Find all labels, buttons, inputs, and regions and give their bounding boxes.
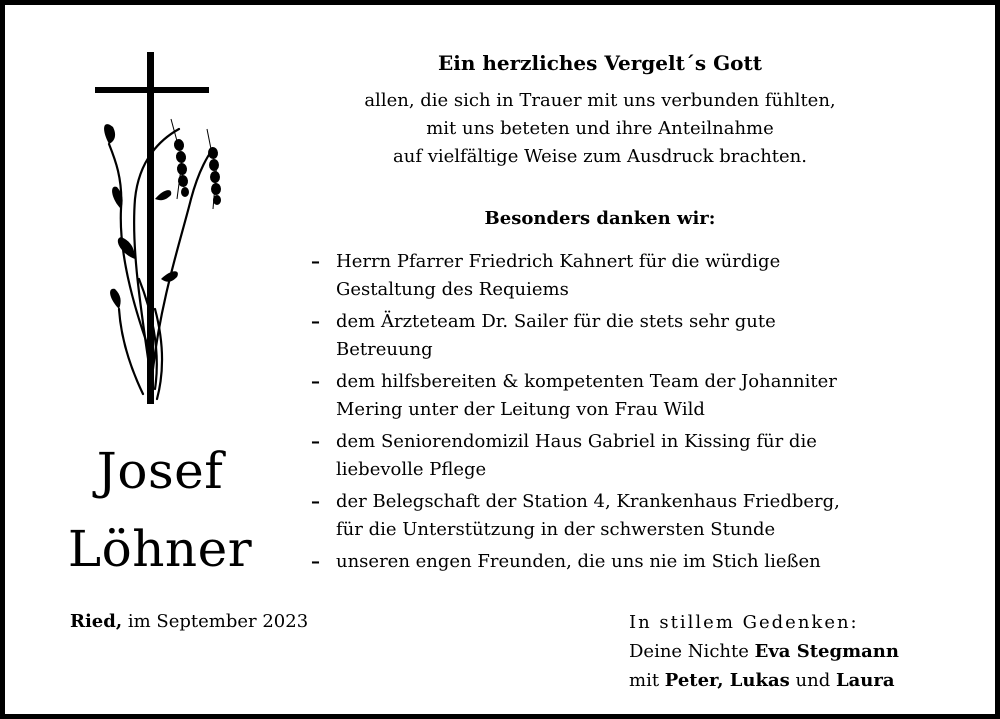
signature-name: Eva Stegmann — [754, 641, 899, 662]
town: Ried, — [70, 611, 123, 632]
thanks-list — [311, 248, 941, 580]
signature-text: und — [789, 670, 836, 691]
dash-bullet: – — [311, 551, 320, 572]
list-item — [311, 428, 941, 484]
cross-with-wheat-icon — [91, 49, 231, 409]
signature-text: Deine Nichte — [629, 641, 755, 662]
subheading: Besonders danken wir: — [484, 208, 716, 229]
list-item-line: liebevolle Pflege — [336, 459, 487, 480]
list-item — [311, 368, 941, 424]
signature-line — [629, 637, 899, 666]
deceased-last-name: Löhner — [67, 520, 253, 578]
list-item-line: dem Seniorendomizil Haus Gabriel in Kissing für die — [336, 431, 817, 452]
signature-name: Laura — [835, 670, 895, 691]
place-and-date — [70, 608, 308, 636]
list-item-line: Mering unter der Leitung von Frau Wild — [336, 399, 705, 420]
list-item-line: für die Unterstützung in der schwersten Stunde — [336, 519, 776, 540]
signature-text: mit — [629, 670, 665, 691]
dash-bullet: – — [311, 431, 320, 452]
intro-line: auf vielfältige Weise zum Ausdruck brachten. — [393, 146, 807, 167]
dash-bullet: – — [311, 251, 320, 272]
list-item — [311, 488, 941, 544]
date: im September 2023 — [122, 611, 309, 632]
list-item-line: unseren engen Freunden, die uns nie im Stich ließen — [336, 551, 821, 572]
intro-line: allen, die sich in Trauer mit uns verbunden fühlten, — [364, 90, 836, 111]
list-item-line: dem hilfsbereiten & kompetenten Team der Johanniter — [336, 371, 837, 392]
list-item-line: Betreuung — [336, 339, 433, 360]
list-item-line: Herrn Pfarrer Friedrich Kahnert für die würdige — [336, 251, 781, 272]
signature-line — [629, 666, 899, 695]
intro-text — [305, 87, 895, 171]
list-item — [311, 248, 941, 304]
list-item-line: dem Ärzteteam Dr. Sailer für die stets sehr gute — [336, 311, 776, 332]
signature-line: In stillem Gedenken: — [629, 612, 859, 633]
list-item-line: der Belegschaft der Station 4, Krankenhaus Friedberg, — [336, 491, 840, 512]
list-item — [311, 548, 941, 576]
signature-name: Peter, Lukas — [664, 670, 790, 691]
dash-bullet: – — [311, 491, 320, 512]
heading: Ein herzliches Vergelt´s Gott — [438, 51, 762, 75]
intro-line: mit uns beteten und ihre Anteilnahme — [426, 118, 774, 139]
dash-bullet: – — [311, 371, 320, 392]
list-item-line: Gestaltung des Requiems — [336, 279, 569, 300]
list-item — [311, 308, 941, 364]
dash-bullet: – — [311, 311, 320, 332]
signature — [629, 608, 899, 695]
deceased-first-name: Josef — [96, 442, 224, 500]
